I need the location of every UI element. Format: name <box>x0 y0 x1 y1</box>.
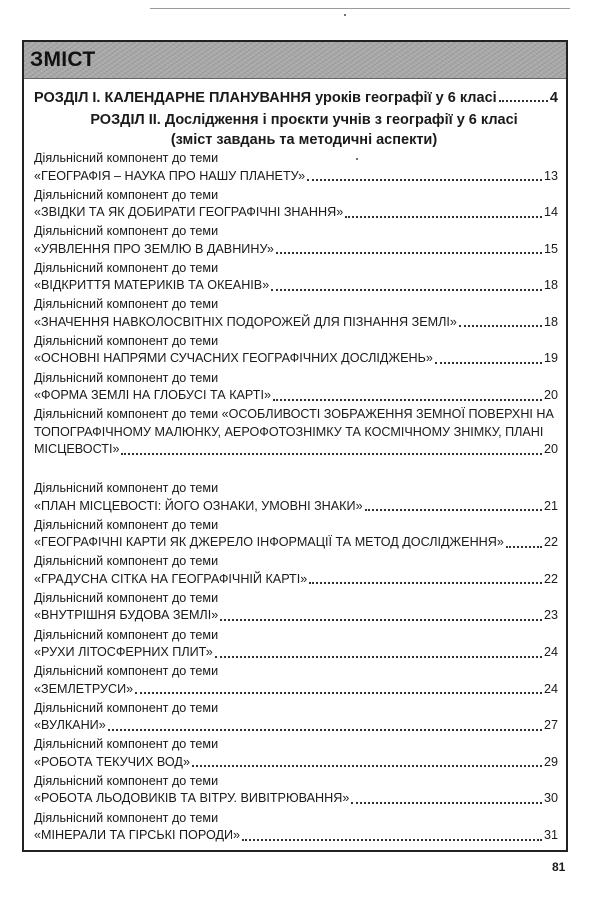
section-1-line[interactable] <box>34 84 558 106</box>
entry-label: Діяльнісний компонент до теми <box>34 773 219 788</box>
entry-title: «ВІДКРИТТЯ МАТЕРИКІВ ТА ОКЕАНІВ» <box>34 278 270 293</box>
entry-title: «ГЕОГРАФІЯ – НАУКА ПРО НАШУ ПЛАНЕТУ» <box>34 168 306 183</box>
entry-title: «ЗНАЧЕННЯ НАВКОЛОСВІТНІХ ПОДОРОЖЕЙ ДЛЯ ПІЗНАННЯ ЗЕМЛІ» <box>34 314 457 329</box>
entry-label: Діяльнісний компонент до теми <box>34 590 219 605</box>
contents-frame <box>22 40 568 852</box>
dot-leader <box>459 324 542 327</box>
entry-title: «РОБОТА ТЕКУЧИХ ВОД» <box>34 754 190 769</box>
toc-entry[interactable] <box>34 663 558 700</box>
toc-entries <box>34 150 558 846</box>
entry-page: 19 <box>543 351 558 366</box>
page-title: ЗМІСТ <box>30 48 96 71</box>
dot-leader <box>135 691 542 694</box>
dot-leader <box>242 838 542 841</box>
toc-entry[interactable] <box>34 700 558 737</box>
entry-title: «ПЛАН МІСЦЕВОСТІ: ЙОГО ОЗНАКИ, УМОВНІ ЗНАКИ» <box>34 498 363 513</box>
entry-label: Діяльнісний компонент до теми <box>34 187 219 202</box>
dot-leader <box>108 728 542 731</box>
entry-label: Діяльнісний компонент до теми <box>34 517 219 532</box>
entry-label: Діяльнісний компонент до теми <box>34 297 219 312</box>
toc-entry[interactable] <box>34 480 558 517</box>
entry-page: 20 <box>543 442 558 457</box>
entry-label: Діяльнісний компонент до теми <box>34 333 219 348</box>
entry-title: «УЯВЛЕННЯ ПРО ЗЕМЛЮ В ДАВНИНУ» <box>34 241 274 256</box>
dot-leader <box>307 178 542 181</box>
dot-leader <box>351 801 542 804</box>
section-2-heading <box>84 110 524 150</box>
entry-label: Діяльнісний компонент до теми <box>34 224 219 239</box>
entry-page: 18 <box>543 314 558 329</box>
entry-page: 23 <box>543 608 558 623</box>
entry-page: 24 <box>543 681 558 696</box>
dot-leader <box>273 398 542 401</box>
entry-page: 31 <box>543 828 558 842</box>
entry-label: Діяльнісний компонент до теми <box>34 664 219 679</box>
dot-leader <box>365 508 542 511</box>
entry-label: Діяльнісний компонент до теми <box>34 151 219 165</box>
dot-leader <box>506 545 542 548</box>
toc-entry[interactable] <box>34 187 558 224</box>
entry-page: 22 <box>543 535 558 550</box>
dot-leader <box>220 618 542 621</box>
entry-title: «МІНЕРАЛИ ТА ГІРСЬКІ ПОРОДИ» <box>34 828 241 842</box>
entry-title: «РУХИ ЛІТОСФЕРНИХ ПЛИТ» <box>34 645 213 660</box>
dot-leader <box>499 99 548 102</box>
toc-entry[interactable] <box>34 333 558 370</box>
toc-entry[interactable] <box>34 553 558 590</box>
section-2-subtitle: (зміст завдань та методичні аспекти) <box>170 132 438 148</box>
entry-page: 30 <box>543 791 558 806</box>
dot-leader <box>271 288 542 291</box>
toc-entry[interactable] <box>34 406 558 480</box>
toc-entry[interactable] <box>34 223 558 260</box>
section-1-page: 4 <box>549 90 558 106</box>
entry-page: 24 <box>543 645 558 660</box>
entry-text-line: Діяльнісний компонент до теми «ОСОБЛИВОСТІ ЗОБРАЖЕННЯ ЗЕМНОЇ ПОВЕРХНІ НА <box>34 407 554 422</box>
entry-title: «ОСНОВНІ НАПРЯМИ СУЧАСНИХ ГЕОГРАФІЧНИХ ДОСЛІДЖЕНЬ» <box>34 351 433 366</box>
toc-entry[interactable] <box>34 260 558 297</box>
entry-label: Діяльнісний компонент до теми <box>34 810 219 825</box>
entry-page: 20 <box>543 388 558 403</box>
section-1-title: РОЗДІЛ І. КАЛЕНДАРНЕ ПЛАНУВАННЯ уроків географії у 6 класі <box>34 90 497 106</box>
entry-label: Діяльнісний компонент до теми <box>34 370 219 385</box>
top-rule <box>150 8 570 9</box>
entry-page: 18 <box>543 278 558 293</box>
toc-entry[interactable] <box>34 810 558 847</box>
page-number: 81 <box>552 860 566 874</box>
dot-leader <box>435 361 542 364</box>
entry-page: 27 <box>543 718 558 733</box>
entry-title: «ФОРМА ЗЕМЛІ НА ГЛОБУСІ ТА КАРТІ» <box>34 388 271 403</box>
entry-title: «РОБОТА ЛЬОДОВИКІВ ТА ВІТРУ. ВИВІТРЮВАННЯ» <box>34 791 350 806</box>
toc-entry[interactable] <box>34 370 558 407</box>
entry-title: «ЗЕМЛЕТРУСИ» <box>34 681 134 696</box>
dot-leader <box>121 452 542 455</box>
entry-page: 22 <box>543 571 558 586</box>
toc-entry[interactable] <box>34 296 558 333</box>
entry-text-line: ТОПОГРАФІЧНОМУ МАЛЮНКУ, АЕРОФОТОЗНІМКУ ТА КОСМІЧНОМУ ЗНІМКУ, ПЛАНІ <box>34 424 544 439</box>
dot-leader <box>192 764 542 767</box>
entry-label: Діяльнісний компонент до теми <box>34 481 219 496</box>
entry-label: Діяльнісний компонент до теми <box>34 700 219 715</box>
print-speck <box>344 14 346 16</box>
entry-page: 29 <box>543 754 558 769</box>
entry-label: Діяльнісний компонент до теми <box>34 554 219 569</box>
dot-leader <box>276 251 542 254</box>
entry-label: Діяльнісний компонент до теми <box>34 627 219 642</box>
toc-entry[interactable] <box>34 590 558 627</box>
toc-entry[interactable] <box>34 736 558 773</box>
dot-leader <box>309 581 542 584</box>
entry-title: МІСЦЕВОСТІ» <box>34 442 120 457</box>
entry-title: «ЗВІДКИ ТА ЯК ДОБИРАТИ ГЕОГРАФІЧНІ ЗНАННЯ» <box>34 205 344 220</box>
section-2-title: РОЗДІЛ ІІ. Дослідження і проєкти учнів з географії у 6 класі <box>90 112 518 128</box>
entry-title: «ВУЛКАНИ» <box>34 718 106 733</box>
dot-leader <box>345 215 542 218</box>
entry-page: 21 <box>543 498 558 513</box>
entry-label: Діяльнісний компонент до теми <box>34 260 219 275</box>
entry-title: «ГЕОГРАФІЧНІ КАРТИ ЯК ДЖЕРЕЛО ІНФОРМАЦІЇ ТА МЕТОД ДОСЛІДЖЕННЯ» <box>34 535 504 550</box>
contents-banner <box>24 42 566 79</box>
entry-title: «ГРАДУСНА СІТКА НА ГЕОГРАФІЧНІЙ КАРТІ» <box>34 571 308 586</box>
toc-entry[interactable] <box>34 150 558 187</box>
entry-title: «ВНУТРІШНЯ БУДОВА ЗЕМЛІ» <box>34 608 219 623</box>
toc-entry[interactable] <box>34 627 558 664</box>
toc-entry[interactable] <box>34 773 558 810</box>
dot-leader <box>215 655 542 658</box>
toc-entry[interactable] <box>34 517 558 554</box>
entry-page: 15 <box>543 241 558 256</box>
entry-label: Діяльнісний компонент до теми <box>34 737 219 752</box>
entry-page: 14 <box>543 205 558 220</box>
entry-page: 13 <box>543 168 558 183</box>
